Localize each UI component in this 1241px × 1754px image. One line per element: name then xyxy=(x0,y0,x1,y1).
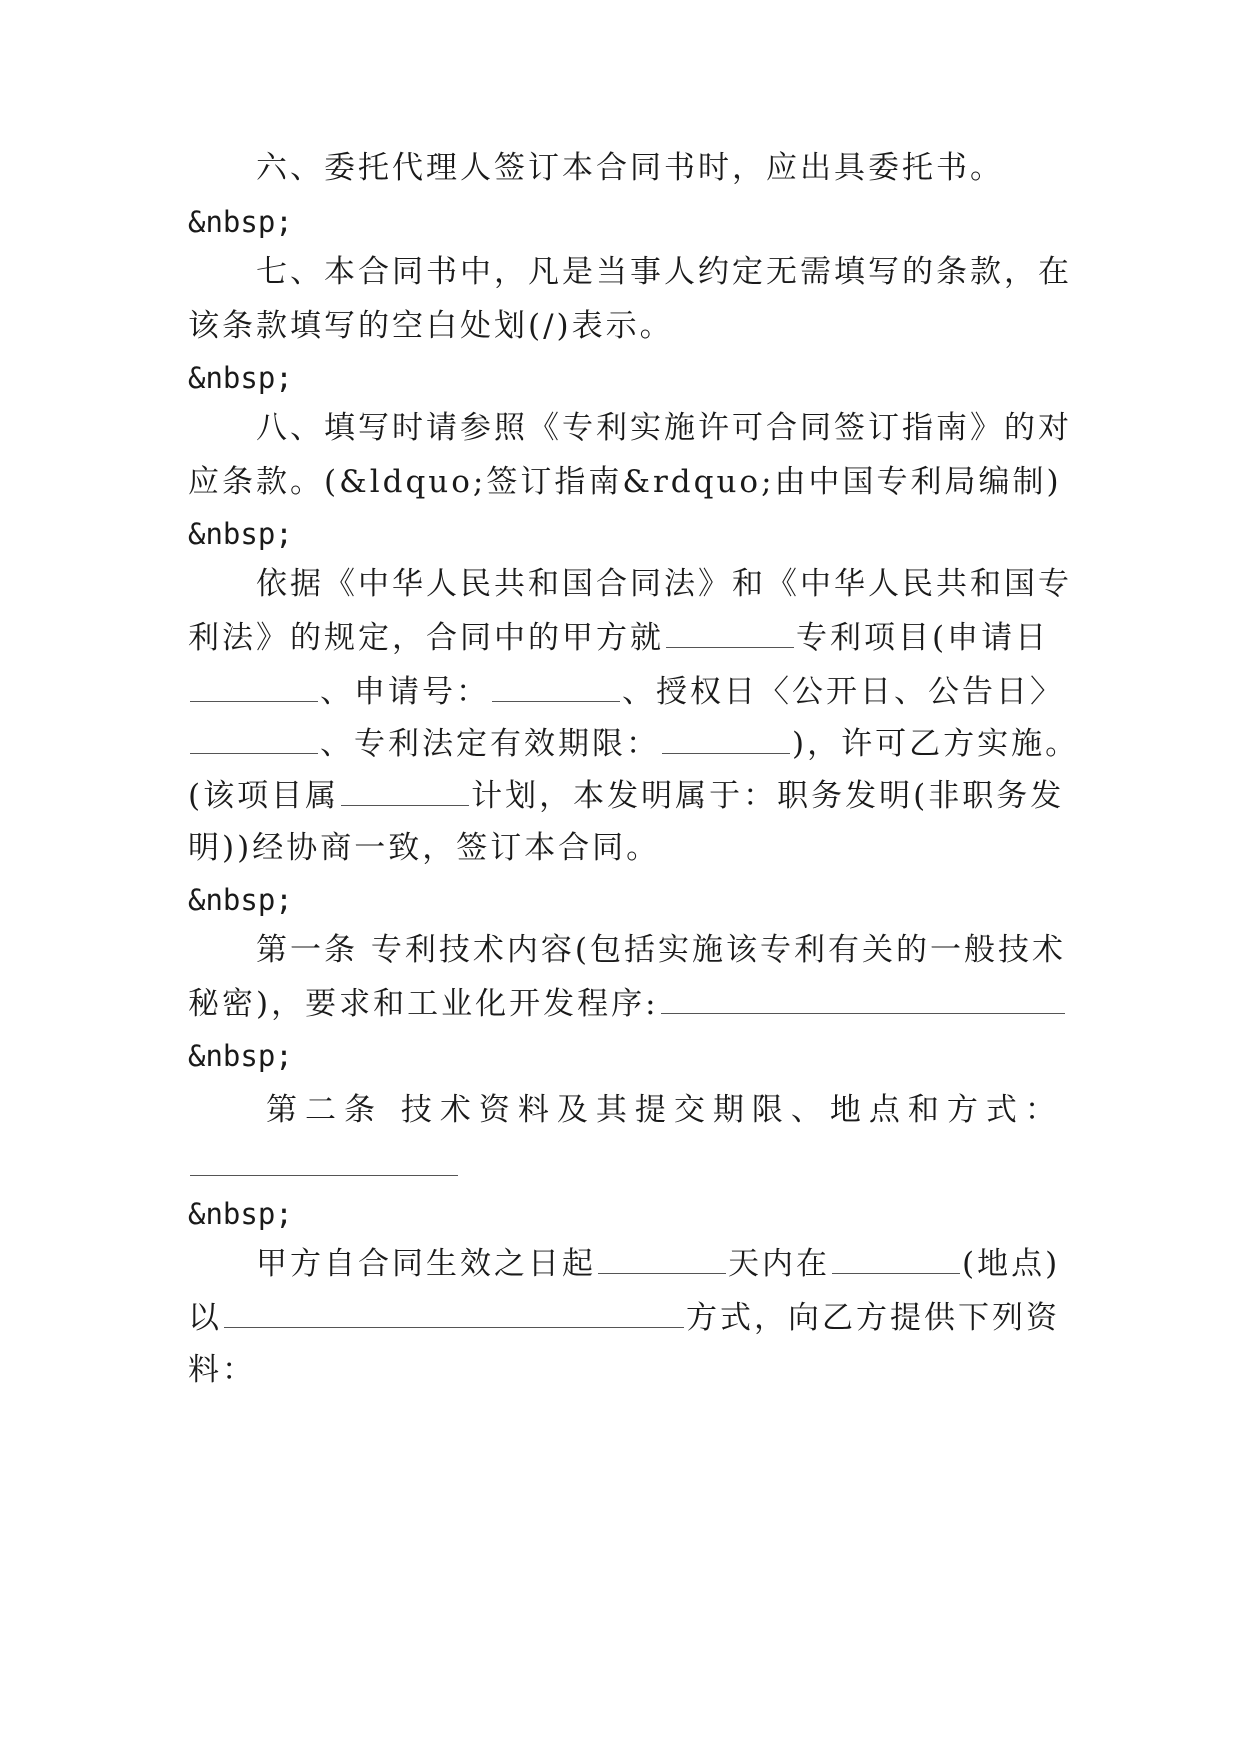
article-1-line1: 第一条 专利技术内容(包括实施该专利有关的一般技术 xyxy=(256,932,1066,968)
article-2-text: 以 xyxy=(188,1300,222,1336)
blank-field[interactable] xyxy=(190,673,318,702)
clause-8-line2: 应条款。(&ldquo;签订指南&rdquo;由中国专利局编制) xyxy=(188,464,1062,500)
preamble-text: 、专利法定有效期限： xyxy=(320,726,660,762)
article-1-line2 xyxy=(188,984,1058,1024)
preamble-text: 、授权日〈公开日、公告日〉 xyxy=(622,674,1064,710)
article-2-line3: 料： xyxy=(188,1352,256,1388)
preamble-line6: 明))经协商一致，签订本合同。 xyxy=(188,830,661,866)
preamble-line2 xyxy=(188,618,1058,658)
blank-field[interactable] xyxy=(598,1245,726,1274)
preamble-text: (该项目属 xyxy=(188,778,340,814)
article-2-heading: 第二条 技术资料及其提交期限、地点和方式： xyxy=(266,1092,1064,1128)
article-2-text: 甲方自合同生效之日起 xyxy=(256,1246,596,1282)
preamble-line5 xyxy=(188,776,1065,816)
clause-7-line2: 该条款填写的空白处划(/)表示。 xyxy=(188,308,674,344)
preamble-text: 专利项目(申请日 xyxy=(796,620,1050,656)
blank-field[interactable] xyxy=(190,1147,458,1176)
blank-field[interactable] xyxy=(224,1299,684,1328)
preamble-line3 xyxy=(188,672,1064,712)
preamble-text: 计划，本发明属于：职务发明(非职务发 xyxy=(471,778,1065,814)
blank-field[interactable] xyxy=(666,619,794,648)
clause-8-line1: 八、填写时请参照《专利实施许可合同签订指南》的对 xyxy=(256,410,1072,446)
nbsp-artifact: &nbsp; xyxy=(188,1039,293,1073)
article-2-line2 xyxy=(188,1298,1058,1338)
clause-7-line1: 七、本合同书中，凡是当事人约定无需填写的条款，在 xyxy=(256,254,1072,290)
nbsp-artifact: &nbsp; xyxy=(188,205,293,239)
blank-field[interactable] xyxy=(190,725,318,754)
article-1-text: 秘密)，要求和工业化开发程序: xyxy=(188,986,659,1022)
nbsp-artifact: &nbsp; xyxy=(188,1197,293,1231)
preamble-text: )，许可乙方实施。 xyxy=(792,726,1080,762)
article-2-text: 天内在 xyxy=(728,1246,830,1282)
article-2-line1 xyxy=(256,1244,1126,1284)
article-2-blank-line xyxy=(188,1146,1058,1186)
preamble-line1: 依据《中华人民共和国合同法》和《中华人民共和国专 xyxy=(256,566,1072,602)
preamble-text: 利法》的规定，合同中的甲方就 xyxy=(188,620,664,656)
blank-field[interactable] xyxy=(832,1245,960,1274)
blank-field[interactable] xyxy=(662,725,790,754)
blank-field[interactable] xyxy=(492,673,620,702)
article-2-text: (地点) xyxy=(962,1246,1061,1282)
article-2-text: 方式，向乙方提供下列资 xyxy=(686,1300,1060,1336)
nbsp-artifact: &nbsp; xyxy=(188,361,293,395)
clause-6: 六、委托代理人签订本合同书时，应出具委托书。 xyxy=(256,150,1004,186)
blank-field[interactable] xyxy=(661,985,1065,1014)
nbsp-artifact: &nbsp; xyxy=(188,517,293,551)
blank-field[interactable] xyxy=(341,777,469,806)
nbsp-artifact: &nbsp; xyxy=(188,883,293,917)
preamble-text: 、申请号： xyxy=(320,674,490,710)
preamble-line4 xyxy=(188,724,1080,764)
